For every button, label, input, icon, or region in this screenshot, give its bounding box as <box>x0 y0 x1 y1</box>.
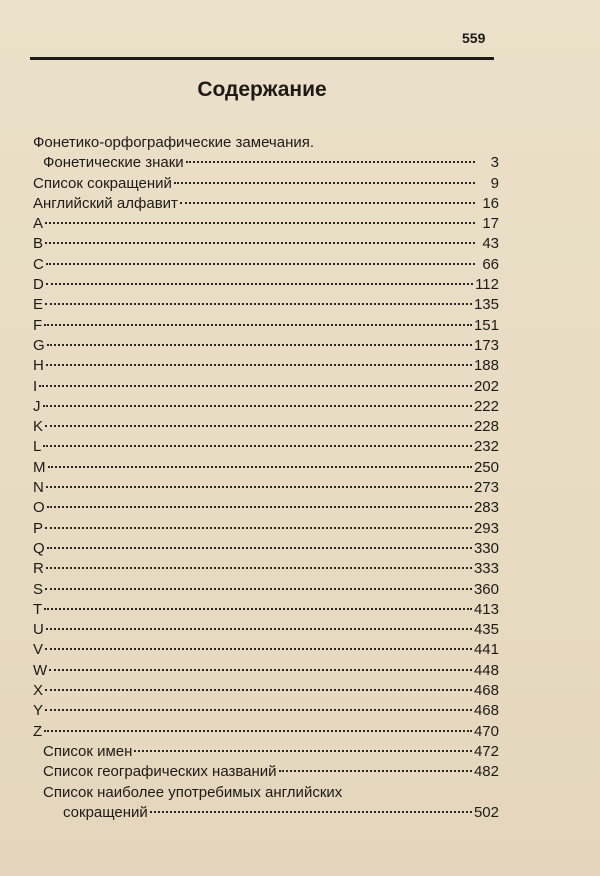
toc-entry[interactable] <box>33 640 499 660</box>
toc-entry[interactable] <box>33 437 499 457</box>
toc-entry[interactable] <box>33 194 499 214</box>
leader-dots <box>45 242 475 244</box>
toc-entry-label: J <box>33 397 41 415</box>
toc-entry[interactable] <box>33 539 499 559</box>
toc-entry-label: Q <box>33 539 45 557</box>
toc-entry[interactable] <box>33 377 499 397</box>
leader-dots <box>43 445 472 447</box>
toc-entry-page: 330 <box>473 539 499 557</box>
toc-entry-label: T <box>33 600 43 618</box>
toc-entry[interactable] <box>33 600 499 620</box>
toc-entry-page: 222 <box>473 397 499 415</box>
leader-dots <box>47 344 472 346</box>
leader-dots <box>45 222 475 224</box>
toc-entry-page: 468 <box>473 702 499 720</box>
toc-entry-page: 3 <box>490 154 499 172</box>
leader-dots <box>134 750 472 752</box>
leader-dots <box>45 648 472 650</box>
toc-entry[interactable] <box>33 153 499 173</box>
leader-dots <box>174 182 475 184</box>
leader-dots <box>45 588 472 590</box>
toc-entry-label: X <box>33 682 44 700</box>
leader-dots <box>48 466 472 468</box>
leader-dots <box>49 669 472 671</box>
toc-entry-page: 16 <box>482 194 499 212</box>
toc-entry-label: K <box>33 418 44 436</box>
leader-dots <box>279 770 472 772</box>
toc-entry-label: Список географических названий <box>43 763 277 781</box>
toc-entry[interactable] <box>33 397 499 417</box>
leader-dots <box>39 385 472 387</box>
toc-entry-label: H <box>33 357 44 375</box>
toc-entry[interactable] <box>33 701 499 721</box>
toc-entry-page: 112 <box>475 276 499 294</box>
toc-entry-label: Фонетические знаки <box>43 154 184 172</box>
leader-dots <box>46 486 472 488</box>
toc-entry-abbreviations[interactable] <box>33 803 499 823</box>
leader-dots <box>46 567 472 569</box>
toc-entry-page: 17 <box>482 215 499 233</box>
toc-entry-label: сокращений <box>63 803 148 821</box>
toc-entry-page: 202 <box>473 377 499 395</box>
toc-entry-page: 228 <box>473 418 499 436</box>
toc-entry-label: G <box>33 336 45 354</box>
toc-entry[interactable] <box>33 417 499 437</box>
toc-entry-label: Список сокращений <box>33 174 172 192</box>
toc-entry-label: O <box>33 499 45 517</box>
leader-dots <box>47 547 472 549</box>
toc-entry-label: Y <box>33 702 44 720</box>
toc-entry-label: E <box>33 296 44 314</box>
toc-entry-page: 9 <box>490 174 499 192</box>
toc-entry-label: I <box>33 377 38 395</box>
toc-entry-label: W <box>33 661 48 679</box>
toc-entry-label: F <box>33 316 43 334</box>
toc-entry[interactable] <box>33 214 499 234</box>
toc-entry-label: A <box>33 215 44 233</box>
toc-entry-label: S <box>33 580 44 598</box>
leader-dots <box>46 364 472 366</box>
toc-entry-page: 135 <box>473 296 499 314</box>
toc-entry[interactable] <box>33 295 499 315</box>
leader-dots <box>47 506 472 508</box>
toc-entry[interactable] <box>33 519 499 539</box>
toc-entry[interactable] <box>33 661 499 681</box>
toc-entry[interactable] <box>33 316 499 336</box>
leader-dots <box>44 324 472 326</box>
toc-entry[interactable] <box>33 234 499 254</box>
toc-entry-page: 472 <box>473 742 499 760</box>
toc-entry-label: Z <box>33 722 43 740</box>
toc-entry[interactable] <box>33 356 499 376</box>
toc-entry[interactable] <box>33 681 499 701</box>
leader-dots <box>45 527 472 529</box>
leader-dots <box>46 263 475 265</box>
toc-entry-page: 435 <box>473 621 499 639</box>
leader-dots <box>44 730 472 732</box>
toc-entry[interactable] <box>33 742 499 762</box>
toc-entry-label: Английский алфавит <box>33 194 178 212</box>
toc-entry-page: 250 <box>473 458 499 476</box>
toc-entry-page: 66 <box>482 255 499 273</box>
leader-dots <box>45 689 472 691</box>
toc-entry-label: N <box>33 479 44 497</box>
toc-entry[interactable] <box>33 275 499 295</box>
toc-entry-page: 283 <box>473 499 499 517</box>
toc-entry-label: R <box>33 560 44 578</box>
table-of-contents <box>33 133 499 823</box>
toc-entry-label: M <box>33 458 46 476</box>
toc-entry[interactable] <box>33 762 499 782</box>
toc-entry-label: V <box>33 641 44 659</box>
toc-intro-label: Фонетико-орфографические замечания. <box>33 134 315 151</box>
toc-entry-page: 43 <box>482 235 499 253</box>
toc-entry-label: C <box>33 255 44 273</box>
toc-entry[interactable] <box>33 559 499 579</box>
toc-entries <box>33 153 499 782</box>
toc-entry[interactable] <box>33 498 499 518</box>
leader-dots <box>46 283 473 285</box>
leader-dots <box>46 628 472 630</box>
toc-entry-label: Список имен <box>43 742 133 760</box>
page-number: 559 <box>462 30 486 46</box>
leader-dots <box>44 608 472 610</box>
toc-entry-page: 173 <box>473 336 499 354</box>
toc-entry-page: 293 <box>473 519 499 537</box>
leader-dots <box>150 811 472 813</box>
toc-entry-page: 502 <box>473 803 499 821</box>
toc-entry[interactable] <box>33 580 499 600</box>
toc-entry-label: P <box>33 519 44 537</box>
toc-entry-page: 273 <box>473 479 499 497</box>
toc-entry[interactable] <box>33 478 499 498</box>
toc-entry-label: B <box>33 235 44 253</box>
leader-dots <box>43 405 472 407</box>
toc-entry[interactable] <box>33 255 499 275</box>
leader-dots <box>45 709 472 711</box>
toc-intro-line <box>33 133 499 153</box>
toc-entry[interactable] <box>33 174 499 194</box>
leader-dots <box>180 202 475 204</box>
toc-entry-label: U <box>33 621 44 639</box>
toc-entry-page: 232 <box>473 438 499 456</box>
toc-entry[interactable] <box>33 722 499 742</box>
toc-entry-label: D <box>33 276 44 294</box>
toc-entry-page: 441 <box>473 641 499 659</box>
toc-entry-page: 482 <box>473 763 499 781</box>
header-rule <box>30 57 494 60</box>
toc-entry[interactable] <box>33 620 499 640</box>
leader-dots <box>45 303 472 305</box>
toc-entry-page: 470 <box>473 722 499 740</box>
toc-entry-page: 448 <box>473 661 499 679</box>
leader-dots <box>45 425 472 427</box>
toc-entry-page: 333 <box>473 560 499 578</box>
toc-entry[interactable] <box>33 336 499 356</box>
toc-entry-page: 188 <box>473 357 499 375</box>
toc-entry-page: 151 <box>473 316 499 334</box>
toc-entry[interactable] <box>33 458 499 478</box>
toc-last-label: Список наиболее употребимых английских <box>43 783 343 801</box>
toc-entry-page: 413 <box>473 600 499 618</box>
toc-entry-page: 468 <box>473 682 499 700</box>
leader-dots <box>186 161 475 163</box>
toc-entry-label: L <box>33 438 42 456</box>
toc-entry-page: 360 <box>473 580 499 598</box>
page-title: Содержание <box>197 78 327 101</box>
toc-last-line <box>33 783 499 803</box>
